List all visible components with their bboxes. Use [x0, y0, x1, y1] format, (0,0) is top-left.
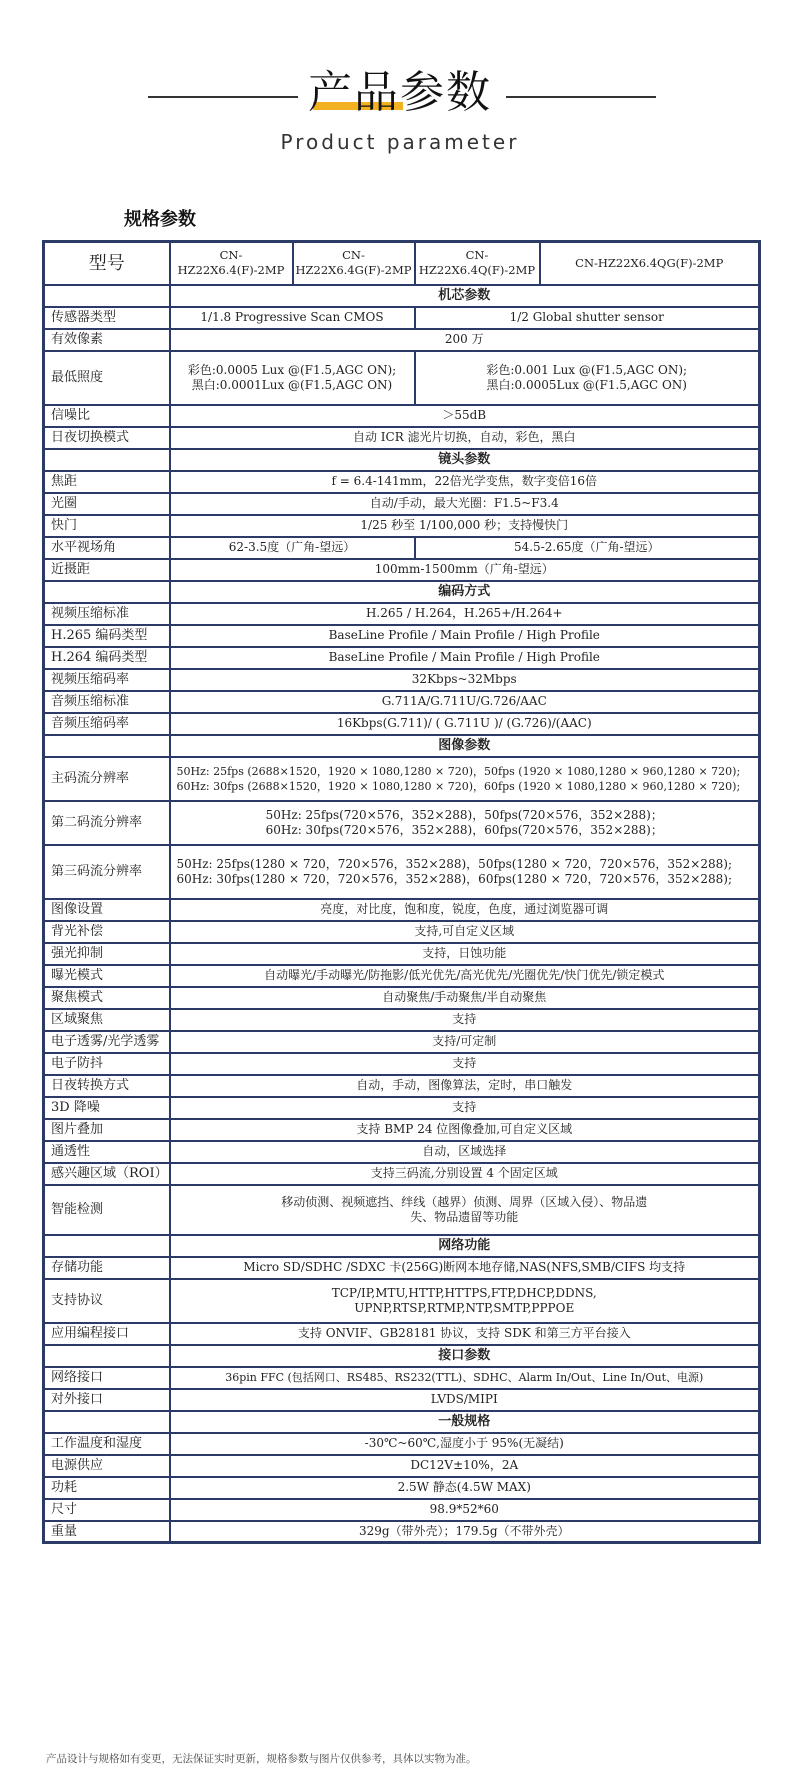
spec-label: 尺寸 [44, 1499, 170, 1521]
spec-row [44, 603, 760, 625]
section-label: 规格参数 [124, 209, 196, 230]
spec-row [44, 713, 760, 735]
spec-label: 应用编程接口 [44, 1323, 170, 1345]
section-row [44, 1235, 760, 1257]
value-line: 移动侦测、视频遮挡、绊线（越界）侦测、周界（区域入侵）、物品遗 [281, 1194, 648, 1209]
section-left-blank [44, 1345, 170, 1367]
section-left-blank [44, 449, 170, 471]
spec-value: G.711A/G.711U/G.726/AAC [170, 691, 760, 713]
page-header [0, 0, 800, 200]
spec-label: 网络接口 [44, 1367, 170, 1389]
spec-value: 自动，区域选择 [170, 1141, 760, 1163]
spec-row [44, 1075, 760, 1097]
spec-value: 支持 [170, 1053, 760, 1075]
spec-label: 存储功能 [44, 1257, 170, 1279]
spec-label: 主码流分辨率 [44, 757, 170, 801]
spec-row [44, 307, 760, 329]
section-row [44, 1345, 760, 1367]
section-title: 编码方式 [170, 581, 760, 603]
section-left-blank [44, 1411, 170, 1433]
spec-row [44, 351, 760, 405]
value-line: 彩色:0.001 Lux @(F1.5,AGC ON); [486, 362, 688, 377]
spec-row [44, 669, 760, 691]
spec-row [44, 757, 760, 801]
spec-value [415, 351, 760, 405]
spec-value: 2.5W 静态(4.5W MAX) [170, 1477, 760, 1499]
spec-value: BaseLine Profile / Main Profile / High Profile [170, 647, 760, 669]
model-4: CN-HZ22X6.4QG(F)-2MP [540, 242, 760, 285]
spec-label: 音频压缩码率 [44, 713, 170, 735]
section-left-blank [44, 735, 170, 757]
value-line: 黑白:0.0001Lux @(F1.5,AGC ON) [191, 377, 393, 392]
spec-value: 支持，日蚀功能 [170, 943, 760, 965]
spec-row [44, 1009, 760, 1031]
spec-label: 感兴趣区域（ROI） [44, 1163, 170, 1185]
spec-label: 光圈 [44, 493, 170, 515]
spec-value: LVDS/MIPI [170, 1389, 760, 1411]
spec-row [44, 427, 760, 449]
spec-value: 98.9*52*60 [170, 1499, 760, 1521]
spec-row [44, 1367, 760, 1389]
section-title: 镜头参数 [170, 449, 760, 471]
spec-label: 区域聚焦 [44, 1009, 170, 1031]
spec-value: 自动，手动，图像算法，定时，串口触发 [170, 1075, 760, 1097]
spec-value: 1/25 秒至 1/100,000 秒；支持慢快门 [170, 515, 760, 537]
spec-label: 信噪比 [44, 405, 170, 427]
section-row [44, 449, 760, 471]
spec-label: 焦距 [44, 471, 170, 493]
spec-row [44, 801, 760, 845]
section-title: 图像参数 [170, 735, 760, 757]
spec-value: H.265 / H.264，H.265+/H.264+ [170, 603, 760, 625]
footnote: 产品设计与规格如有变更，无法保证实时更新，规格参数与图片仅供参考，具体以实物为准。 [46, 1753, 477, 1765]
spec-value: 1/1.8 Progressive Scan CMOS [170, 307, 415, 329]
spec-label: 3D 降噪 [44, 1097, 170, 1119]
spec-row [44, 1433, 760, 1455]
value-line: 黑白:0.0005Lux @(F1.5,AGC ON) [486, 377, 687, 392]
spec-row [44, 405, 760, 427]
spec-value [170, 757, 760, 801]
model-3: CN-HZ22X6.4Q(F)-2MP [415, 242, 540, 285]
spec-label: 近摄距 [44, 559, 170, 581]
spec-label: 通透性 [44, 1141, 170, 1163]
spec-row [44, 845, 760, 899]
section-row [44, 581, 760, 603]
spec-value [170, 1185, 760, 1235]
model-row [44, 242, 760, 285]
spec-label: 图片叠加 [44, 1119, 170, 1141]
value-line: 60Hz: 30fps(720×576，352×288)，60fps(720×576，352×288)； [265, 822, 663, 837]
spec-row [44, 1279, 760, 1323]
spec-label: 功耗 [44, 1477, 170, 1499]
spec-label: 背光补偿 [44, 921, 170, 943]
spec-value: 自动曝光/手动曝光/防拖影/低光优先/高光优先/光圈优先/快门优先/锁定模式 [170, 965, 760, 987]
value-line: UPNP,RTSP,RTMP,NTP,SMTP,PPPOE [354, 1300, 575, 1315]
spec-row [44, 943, 760, 965]
spec-label: 对外接口 [44, 1389, 170, 1411]
model-label: 型号 [44, 242, 170, 285]
spec-label: 图像设置 [44, 899, 170, 921]
value-line: 60Hz: 30fps(1280 × 720，720×576，352×288)，60fps(1280 × 720，720×576，352×288); [176, 871, 732, 886]
model-1: CN-HZ22X6.4(F)-2MP [170, 242, 293, 285]
spec-value: 32Kbps~32Mbps [170, 669, 760, 691]
spec-row [44, 625, 760, 647]
spec-value: 自动/手动，最大光圈：F1.5~F3.4 [170, 493, 760, 515]
spec-value: -30℃~60℃,湿度小于 95%(无凝结) [170, 1433, 760, 1455]
value-line: TCP/IP,MTU,HTTP,HTTPS,FTP,DHCP,DDNS, [331, 1285, 597, 1300]
spec-row [44, 559, 760, 581]
spec-value [170, 351, 415, 405]
spec-label: 电源供应 [44, 1455, 170, 1477]
spec-row [44, 1389, 760, 1411]
spec-value: 支持/可定制 [170, 1031, 760, 1053]
section-left-blank [44, 1235, 170, 1257]
spec-row [44, 987, 760, 1009]
section-left-blank [44, 285, 170, 307]
spec-row [44, 1323, 760, 1345]
section-title: 接口参数 [170, 1345, 760, 1367]
spec-label: 支持协议 [44, 1279, 170, 1323]
spec-value: Micro SD/SDHC /SDXC 卡(256G)断网本地存储,NAS(NFS,SMB/CIFS 均支持 [170, 1257, 760, 1279]
spec-value: 支持 BMP 24 位图像叠加,可自定义区域 [170, 1119, 760, 1141]
spec-row [44, 329, 760, 351]
spec-label: 第三码流分辨率 [44, 845, 170, 899]
spec-row [44, 1455, 760, 1477]
spec-value [170, 845, 760, 899]
spec-value: DC12V±10%，2A [170, 1455, 760, 1477]
spec-value: 54.5-2.65度（广角-望远） [415, 537, 760, 559]
spec-value: 200 万 [170, 329, 760, 351]
spec-value: ＞55dB [170, 405, 760, 427]
section-row [44, 735, 760, 757]
spec-label: H.264 编码类型 [44, 647, 170, 669]
spec-row [44, 515, 760, 537]
spec-label: 电子透雾/光学透雾 [44, 1031, 170, 1053]
spec-row [44, 1097, 760, 1119]
spec-row [44, 691, 760, 713]
spec-value: 16Kbps(G.711)/ ( G.711U )/ (G.726)/(AAC) [170, 713, 760, 735]
spec-row [44, 537, 760, 559]
spec-value: 支持 [170, 1097, 760, 1119]
spec-label: 工作温度和湿度 [44, 1433, 170, 1455]
spec-label: 视频压缩标准 [44, 603, 170, 625]
spec-value [170, 1279, 760, 1323]
spec-row [44, 1477, 760, 1499]
section-title: 网络功能 [170, 1235, 760, 1257]
spec-table [42, 240, 761, 1544]
spec-value: 36pin FFC (包括网口、RS485、RS232(TTL)、SDHC、Alarm In/Out、Line In/Out、电源) [170, 1367, 760, 1389]
spec-row [44, 1499, 760, 1521]
spec-label: 音频压缩标准 [44, 691, 170, 713]
spec-label: 电子防抖 [44, 1053, 170, 1075]
section-row [44, 285, 760, 307]
spec-label: 重量 [44, 1521, 170, 1543]
value-line: 60Hz: 30fps (2688×1520，1920 × 1080,1280 × 720)，60fps (1920 × 1080,1280 × 960,1280 × 720); [176, 779, 741, 793]
section-title: 机芯参数 [170, 285, 760, 307]
spec-value: 支持,可自定义区域 [170, 921, 760, 943]
spec-value: 亮度，对比度，饱和度，锐度，色度，通过浏览器可调 [170, 899, 760, 921]
spec-value: 支持 [170, 1009, 760, 1031]
spec-value: 自动聚焦/手动聚焦/半自动聚焦 [170, 987, 760, 1009]
spec-value: BaseLine Profile / Main Profile / High Profile [170, 625, 760, 647]
value-line: 50Hz: 25fps (2688×1520，1920 × 1080,1280 × 720)，50fps (1920 × 1080,1280 × 960,1280 × 720); [176, 764, 741, 778]
spec-label: 水平视场角 [44, 537, 170, 559]
spec-value: 62-3.5度（广角-望远） [170, 537, 415, 559]
spec-label: H.265 编码类型 [44, 625, 170, 647]
spec-row [44, 1521, 760, 1543]
spec-label: 日夜转换方式 [44, 1075, 170, 1097]
spec-row [44, 1053, 760, 1075]
section-title: 一般规格 [170, 1411, 760, 1433]
spec-label: 智能检测 [44, 1185, 170, 1235]
spec-label: 有效像素 [44, 329, 170, 351]
page-subtitle: Product parameter [280, 130, 520, 154]
spec-row [44, 493, 760, 515]
spec-label: 视频压缩码率 [44, 669, 170, 691]
spec-row [44, 1185, 760, 1235]
value-line: 50Hz: 25fps(720×576，352×288)，50fps(720×576，352×288)； [265, 807, 663, 822]
section-left-blank [44, 581, 170, 603]
spec-label: 强光抑制 [44, 943, 170, 965]
value-line: 失、物品遗留等功能 [410, 1209, 519, 1224]
spec-label: 聚焦模式 [44, 987, 170, 1009]
spec-value [170, 801, 760, 845]
spec-value: f = 6.4-141mm，22倍光学变焦，数字变倍16倍 [170, 471, 760, 493]
page-title: 产品参数 [308, 67, 492, 118]
spec-row [44, 921, 760, 943]
spec-row [44, 965, 760, 987]
spec-value: 329g（带外壳）；179.5g（不带外壳） [170, 1521, 760, 1543]
spec-row [44, 899, 760, 921]
spec-label: 传感器类型 [44, 307, 170, 329]
spec-value: 支持 ONVIF、GB28181 协议，支持 SDK 和第三方平台接入 [170, 1323, 760, 1345]
spec-label: 第二码流分辨率 [44, 801, 170, 845]
spec-row [44, 1031, 760, 1053]
spec-label: 快门 [44, 515, 170, 537]
spec-row [44, 471, 760, 493]
spec-row [44, 1119, 760, 1141]
section-row [44, 1411, 760, 1433]
spec-label: 日夜切换模式 [44, 427, 170, 449]
spec-row [44, 647, 760, 669]
value-line: 彩色:0.0005 Lux @(F1.5,AGC ON); [187, 362, 397, 377]
spec-value: 自动 ICR 滤光片切换，自动，彩色，黑白 [170, 427, 760, 449]
spec-row [44, 1163, 760, 1185]
spec-label: 曝光模式 [44, 965, 170, 987]
spec-row [44, 1141, 760, 1163]
spec-row [44, 1257, 760, 1279]
spec-value: 支持三码流,分别设置 4 个固定区域 [170, 1163, 760, 1185]
spec-value: 100mm-1500mm（广角-望远） [170, 559, 760, 581]
value-line: 50Hz: 25fps(1280 × 720，720×576，352×288)，50fps(1280 × 720，720×576，352×288); [176, 856, 732, 871]
model-2: CN-HZ22X6.4G(F)-2MP [293, 242, 415, 285]
spec-value: 1/2 Global shutter sensor [415, 307, 760, 329]
spec-label: 最低照度 [44, 351, 170, 405]
